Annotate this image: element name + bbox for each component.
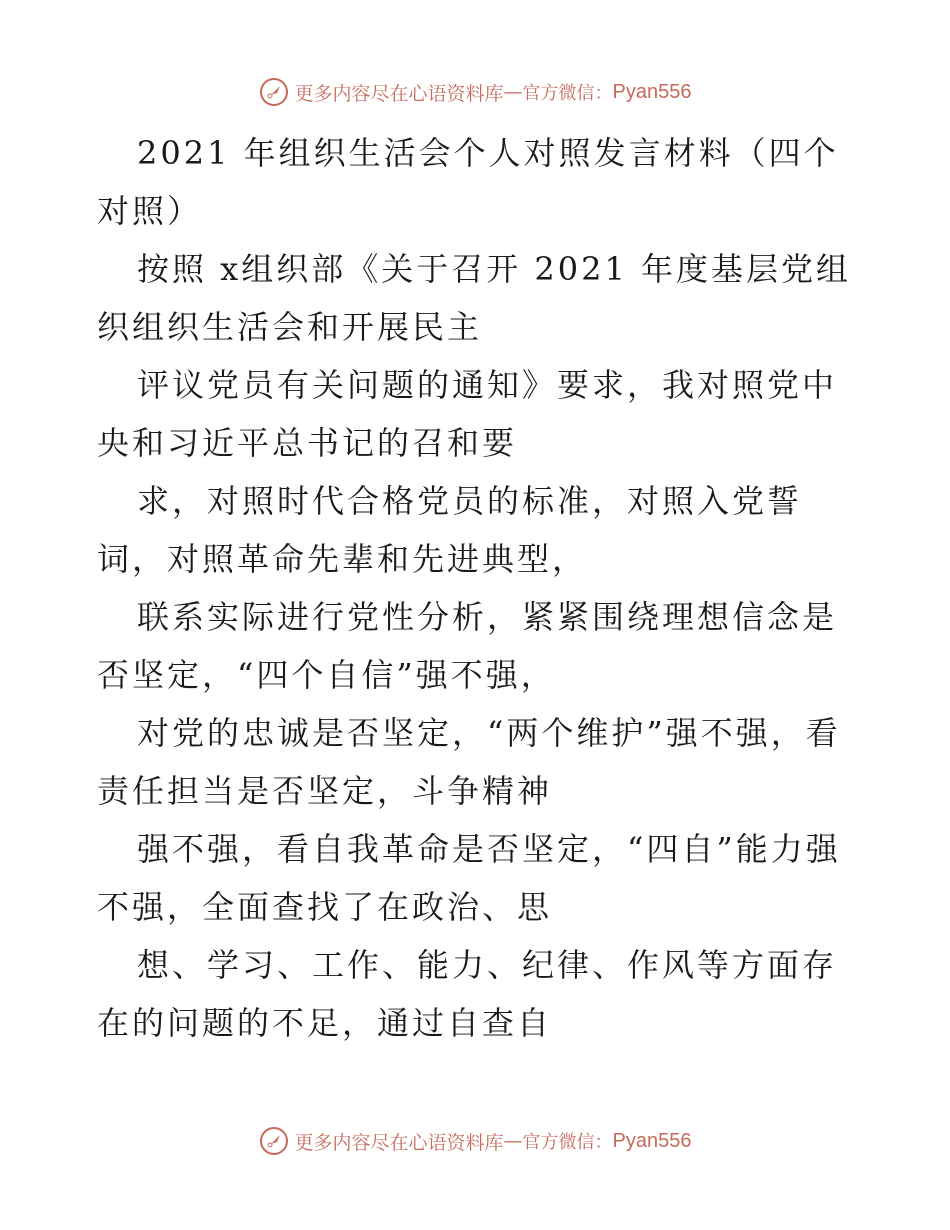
watermark-wechat-label: 官方微信： (522, 83, 613, 104)
body-paragraph: 按照 x组织部《关于召开 2021 年度基层党组织组织生活会和开展民主 (97, 250, 852, 346)
footer-watermark (0, 1121, 950, 1161)
watermark-text: 更多内容尽在心语资料库 (294, 1131, 504, 1154)
watermark-wechat-id: Pyan556 (612, 80, 692, 103)
body-paragraph: 联系实际进行党性分析，紧紧围绕理想信念是否坚定，“四个自信”强不强， (97, 598, 838, 694)
watermark-dash: — (503, 81, 523, 103)
document-body (97, 124, 857, 1052)
quill-logo-icon (259, 1126, 289, 1156)
body-paragraph: 对党的忠诚是否坚定，“两个维护”强不强，看责任担当是否坚定，斗争精神 (97, 714, 841, 810)
body-paragraph: 求，对照时代合格党员的标准，对照入党誓词，对照革命先辈和先进典型， (97, 482, 803, 578)
body-paragraph: 强不强，看自我革命是否坚定，“四自”能力强不强，全面查找了在政治、思 (97, 830, 841, 926)
watermark-text: 更多内容尽在心语资料库 (294, 82, 504, 105)
body-paragraph: 评议党员有关问题的通知》要求，我对照党中央和习近平总书记的召和要 (97, 366, 838, 462)
quill-logo-icon (259, 77, 289, 107)
header-watermark (0, 72, 950, 112)
watermark-wechat-label: 官方微信： (522, 1132, 613, 1153)
document-title: 2021 年组织生活会个人对照发言材料（四个对照） (97, 134, 839, 230)
watermark-dash: — (503, 1130, 523, 1152)
watermark-wechat-id: Pyan556 (612, 1129, 692, 1152)
body-paragraph: 想、学习、工作、能力、纪律、作风等方面存在的问题的不足，通过自查自 (97, 946, 838, 1042)
